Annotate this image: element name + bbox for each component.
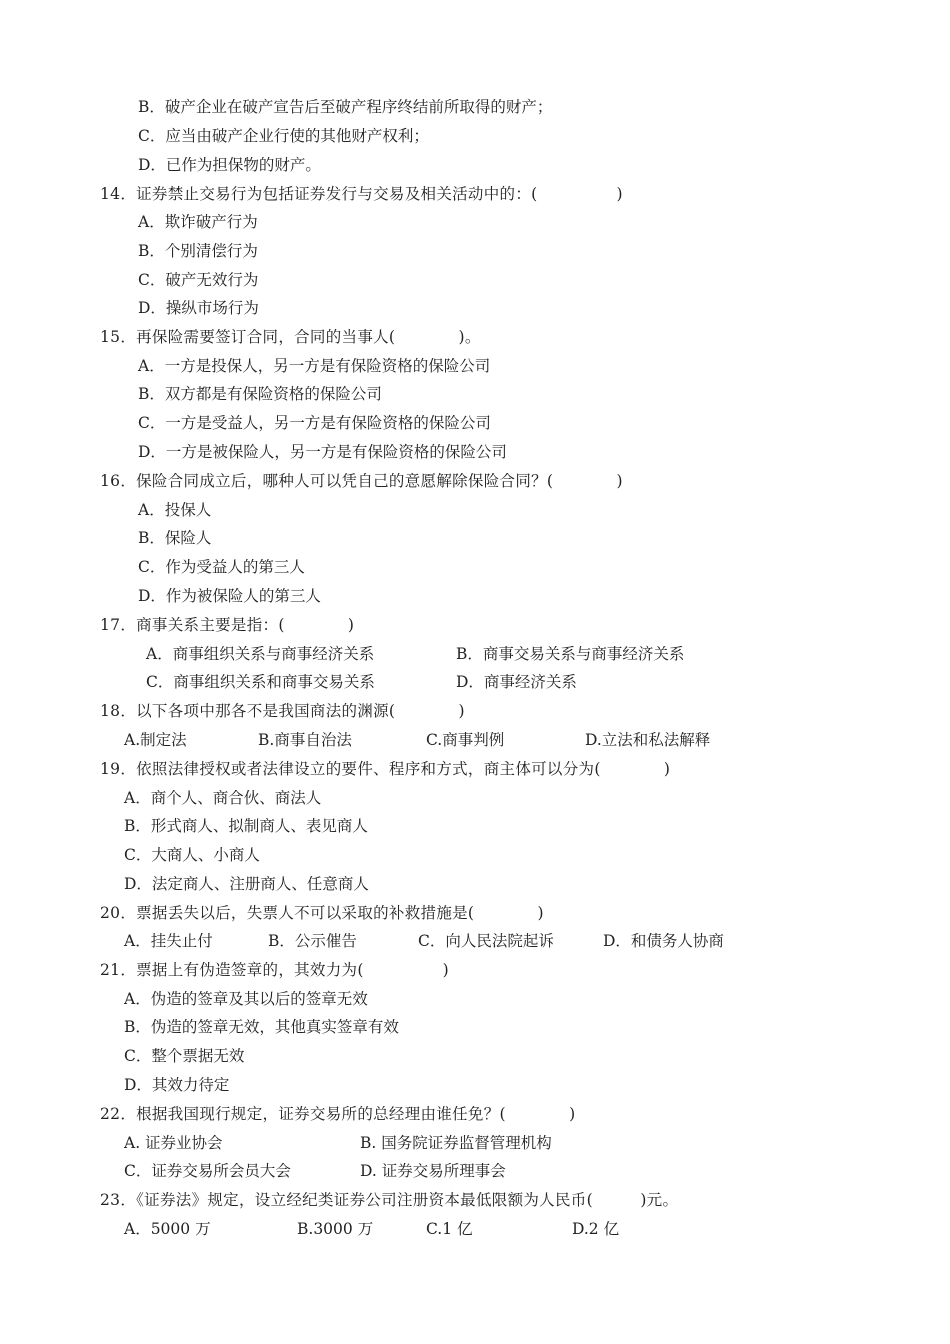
q20-option-c: C．向人民法院起诉 (418, 932, 554, 950)
q21-option-c: C．整个票据无效 (124, 1047, 245, 1065)
q22-option-a: A. 证券业协会 (124, 1134, 223, 1152)
q23-stem: 23．《证券法》规定，设立经纪类证券公司注册资本最低限额为人民币( )元。 (100, 1191, 679, 1209)
q14-option-b: B．个别清偿行为 (138, 242, 258, 260)
q19-option-c: C．大商人、小商人 (124, 846, 260, 864)
q19-stem: 19．依照法律授权或者法律设立的要件、程序和方式，商主体可以分为( ) (100, 760, 671, 778)
q15-stem: 15．再保险需要签订合同，合同的当事人( )。 (100, 328, 481, 346)
q15-option-a: A．一方是投保人，另一方是有保险资格的保险公司 (138, 357, 491, 375)
q15-option-b: B．双方都是有保险资格的保险公司 (138, 385, 382, 403)
q14-option-d: D．操纵市场行为 (138, 299, 259, 317)
q22-stem: 22．根据我国现行规定，证券交易所的总经理由谁任免？( ) (100, 1105, 576, 1123)
q22-option-b: B. 国务院证券监督管理机构 (360, 1134, 552, 1152)
q17-option-a: A．商事组织关系与商事经济关系 (146, 645, 375, 663)
q14-option-c: C．破产无效行为 (138, 271, 259, 289)
q20-option-a: A．挂失止付 (124, 932, 213, 950)
q21-option-a: A．伪造的签章及其以后的签章无效 (124, 990, 368, 1008)
q23-option-b: B.3000 万 (297, 1220, 374, 1238)
q19-option-b: B．形式商人、拟制商人、表见商人 (124, 817, 368, 835)
q16-stem: 16．保险合同成立后，哪种人可以凭自己的意愿解除保险合同？( ) (100, 472, 623, 490)
q20-option-b: B．公示催告 (268, 932, 357, 950)
q23-option-a: A．5000 万 (124, 1220, 211, 1238)
q14-option-a: A．欺诈破产行为 (138, 213, 258, 231)
q23-option-c: C.1 亿 (426, 1220, 473, 1238)
q16-option-c: C．作为受益人的第三人 (138, 558, 305, 576)
q18-option-a: A.制定法 (124, 731, 187, 749)
q21-option-d: D．其效力待定 (124, 1076, 230, 1094)
q18-option-b: B.商事自治法 (258, 731, 352, 749)
q22-option-c: C．证券交易所会员大会 (124, 1162, 291, 1180)
q22-option-d: D. 证券交易所理事会 (360, 1162, 506, 1180)
q18-option-d: D.立法和私法解释 (585, 731, 711, 749)
q19-option-d: D．法定商人、注册商人、任意商人 (124, 875, 369, 893)
q21-option-b: B．伪造的签章无效，其他真实签章有效 (124, 1018, 399, 1036)
q20-option-d: D．和债务人协商 (603, 932, 724, 950)
q13-option-d: D．已作为担保物的财产。 (138, 156, 321, 174)
q13-option-b: B．破产企业在破产宣告后至破产程序终结前所取得的财产； (138, 98, 553, 116)
q17-option-d: D．商事经济关系 (456, 673, 577, 691)
q17-option-b: B．商事交易关系与商事经济关系 (456, 645, 685, 663)
q17-option-c: C．商事组织关系和商事交易关系 (146, 673, 375, 691)
q16-option-d: D．作为被保险人的第三人 (138, 587, 321, 605)
q17-stem: 17．商事关系主要是指：( ) (100, 616, 355, 634)
q18-option-c: C.商事判例 (426, 731, 505, 749)
q16-option-b: B．保险人 (138, 529, 212, 547)
q14-stem: 14．证券禁止交易行为包括证券发行与交易及相关活动中的：( ) (100, 185, 623, 203)
q15-option-c: C．一方是受益人，另一方是有保险资格的保险公司 (138, 414, 491, 432)
q23-option-d: D.2 亿 (572, 1220, 620, 1238)
q15-option-d: D．一方是被保险人，另一方是有保险资格的保险公司 (138, 443, 507, 461)
q20-stem: 20．票据丢失以后，失票人不可以采取的补救措施是( ) (100, 904, 544, 922)
q19-option-a: A．商个人、商合伙、商法人 (124, 789, 322, 807)
q13-option-c: C．应当由破产企业行使的其他财产权利； (138, 127, 429, 145)
q18-stem: 18．以下各项中那各不是我国商法的渊源( ) (100, 702, 465, 720)
q16-option-a: A．投保人 (138, 501, 212, 519)
q21-stem: 21．票据上有伪造签章的，其效力为( ) (100, 961, 450, 979)
